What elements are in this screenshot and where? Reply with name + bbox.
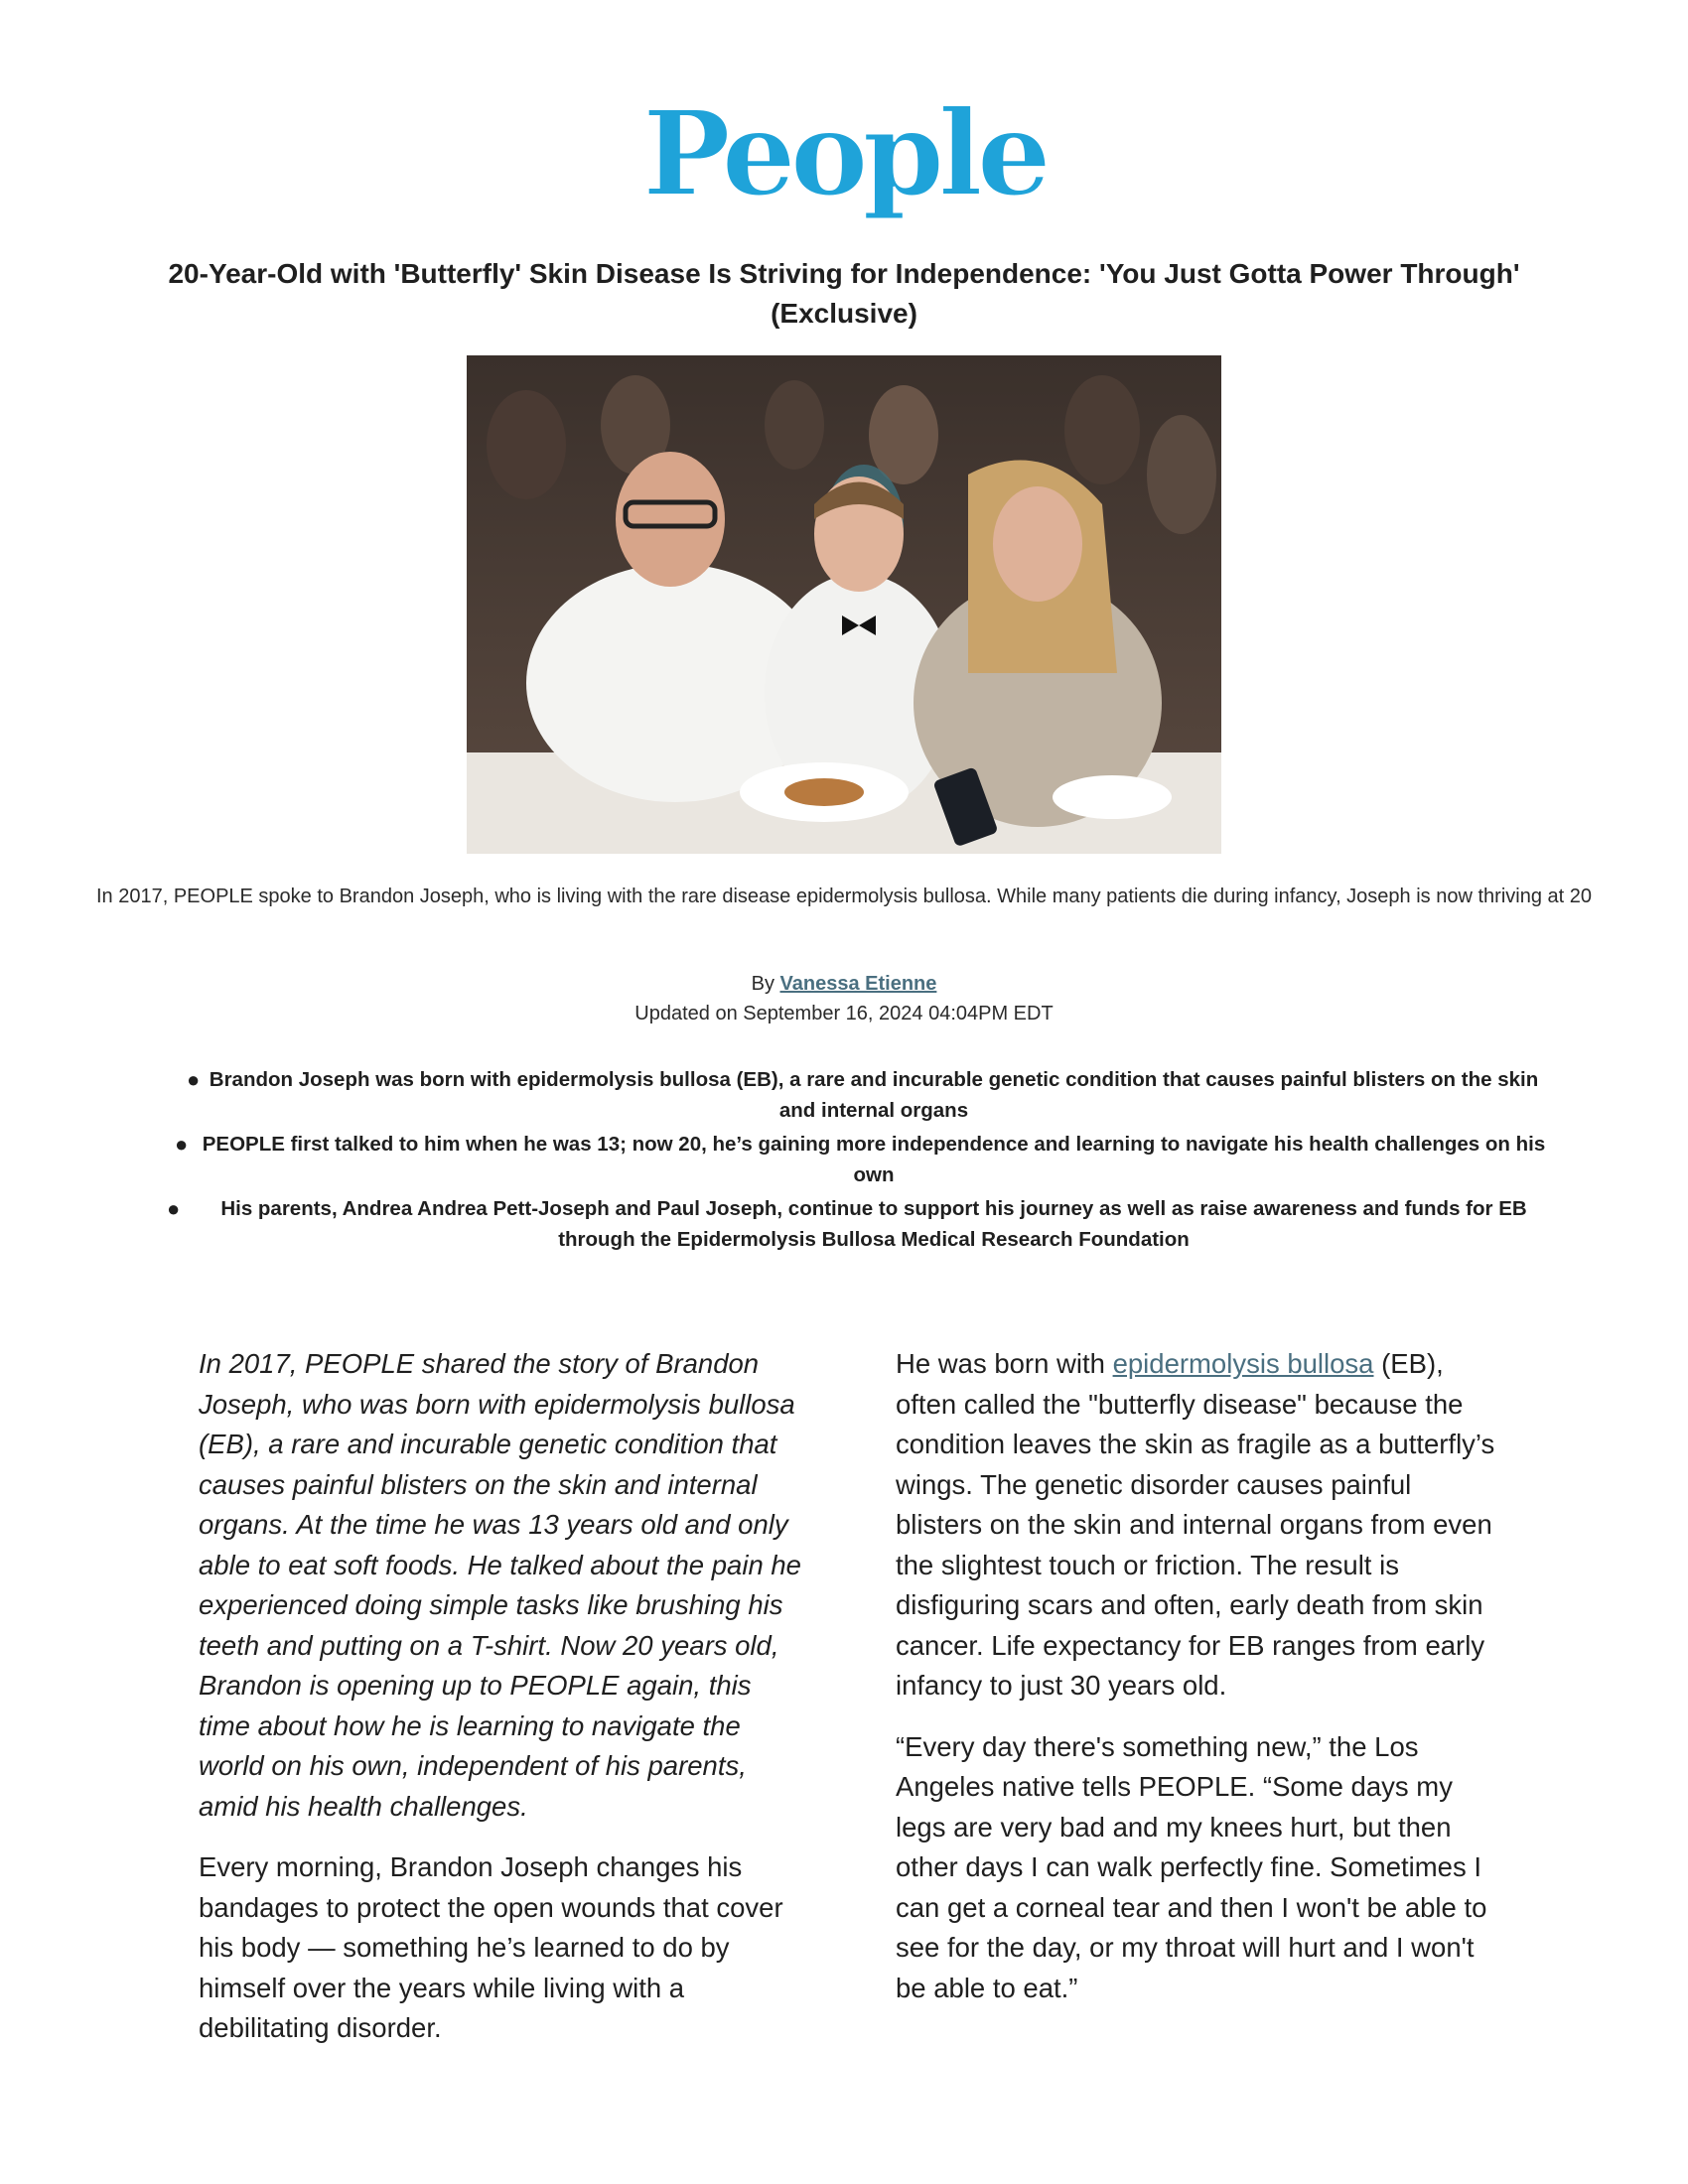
- intro-paragraph: In 2017, PEOPLE shared the story of Brandon Joseph, who was born with epidermolysis bullosa (EB), a rare and incurable genetic condition that causes painful blisters on the skin and internal organs. At the time he was 13 years old and only able to eat soft foods. He talked about the pain he experienced doing simple tasks like brushing his teeth and putting on a T-shirt. Now 20 years old, Brandon is opening up to PEOPLE again, this time about how he is learning to navigate the world on his own, independent of his parents, amid his health challenges.: [199, 1348, 801, 1822]
- paragraph-text: (EB), often called the "butterfly disease" because the condition leaves the skin as fragile as a butterfly’s wings. The genetic disorder causes painful blisters on the skin and internal organs from even the slightest touch or friction. The result is disfiguring scars and often, early death from skin cancer. Life expectancy for EB ranges from early infancy to just 30 years old.: [896, 1348, 1495, 1701]
- eb-link[interactable]: epidermolysis bullosa: [1112, 1348, 1374, 1379]
- highlight-item: [169, 1129, 1579, 1190]
- article-headline: 20-Year-Old with 'Butterfly' Skin Disease Is Striving for Independence: 'You Just Gotta Power Through' (Exclusive): [168, 258, 1520, 329]
- body-column-left: [199, 1344, 802, 2070]
- highlight-text: His parents, Andrea Andrea Pett-Joseph and Paul Joseph, continue to support his journey as well as raise awareness and funds for EB through the Epidermolysis Bullosa Medical Research Foundation: [220, 1197, 1527, 1251]
- body-paragraph: [896, 1344, 1499, 1706]
- people-logo: [642, 84, 1046, 236]
- highlight-item: [169, 1193, 1579, 1255]
- body-column-right: [896, 1344, 1499, 2029]
- bullet-icon: ●: [167, 1196, 181, 1221]
- article-highlights: [169, 1064, 1579, 1258]
- article-photo: [467, 355, 1221, 854]
- quote-paragraph: “Every day there's something new,” the Los Angeles native tells PEOPLE. “Some days my legs are very bad and my knees hurt, but then other days I can walk perfectly fine. Sometimes I can get a corneal tear and then I won't be able to see for the day, or my throat will hurt and I won't be able to eat.”: [896, 1730, 1487, 2003]
- highlight-item: [169, 1064, 1579, 1126]
- people-logo-text: People: [642, 84, 1046, 222]
- highlight-text: PEOPLE first talked to him when he was 13; now 20, he’s gaining more independence and learning to navigate his health challenges on his own: [202, 1133, 1546, 1186]
- byline: [348, 969, 1340, 1028]
- updated-timestamp: Updated on September 16, 2024 04:04PM EDT: [634, 1003, 1054, 1024]
- bullet-icon: ●: [175, 1132, 189, 1157]
- bullet-icon: ●: [187, 1067, 201, 1092]
- highlight-text: Brandon Joseph was born with epidermolysis bullosa (EB), a rare and incurable genetic condition that causes painful blisters on the skin and internal organs: [209, 1068, 1539, 1122]
- paragraph-text: He was born with: [896, 1348, 1113, 1379]
- author-link[interactable]: Vanessa Etienne: [779, 973, 937, 995]
- body-paragraph: Every morning, Brandon Joseph changes his bandages to protect the open wounds that cover his body — something he’s learned to do by himself over the years while living with a debilitating disorder.: [199, 1851, 783, 2043]
- byline-prefix: By: [751, 973, 774, 995]
- photo-placeholder-icon: [467, 355, 1221, 854]
- photo-caption: In 2017, PEOPLE spoke to Brandon Joseph, who is living with the rare disease epidermolysis bullosa. While many patients die during infancy, Joseph is now thriving at 20: [95, 886, 1592, 907]
